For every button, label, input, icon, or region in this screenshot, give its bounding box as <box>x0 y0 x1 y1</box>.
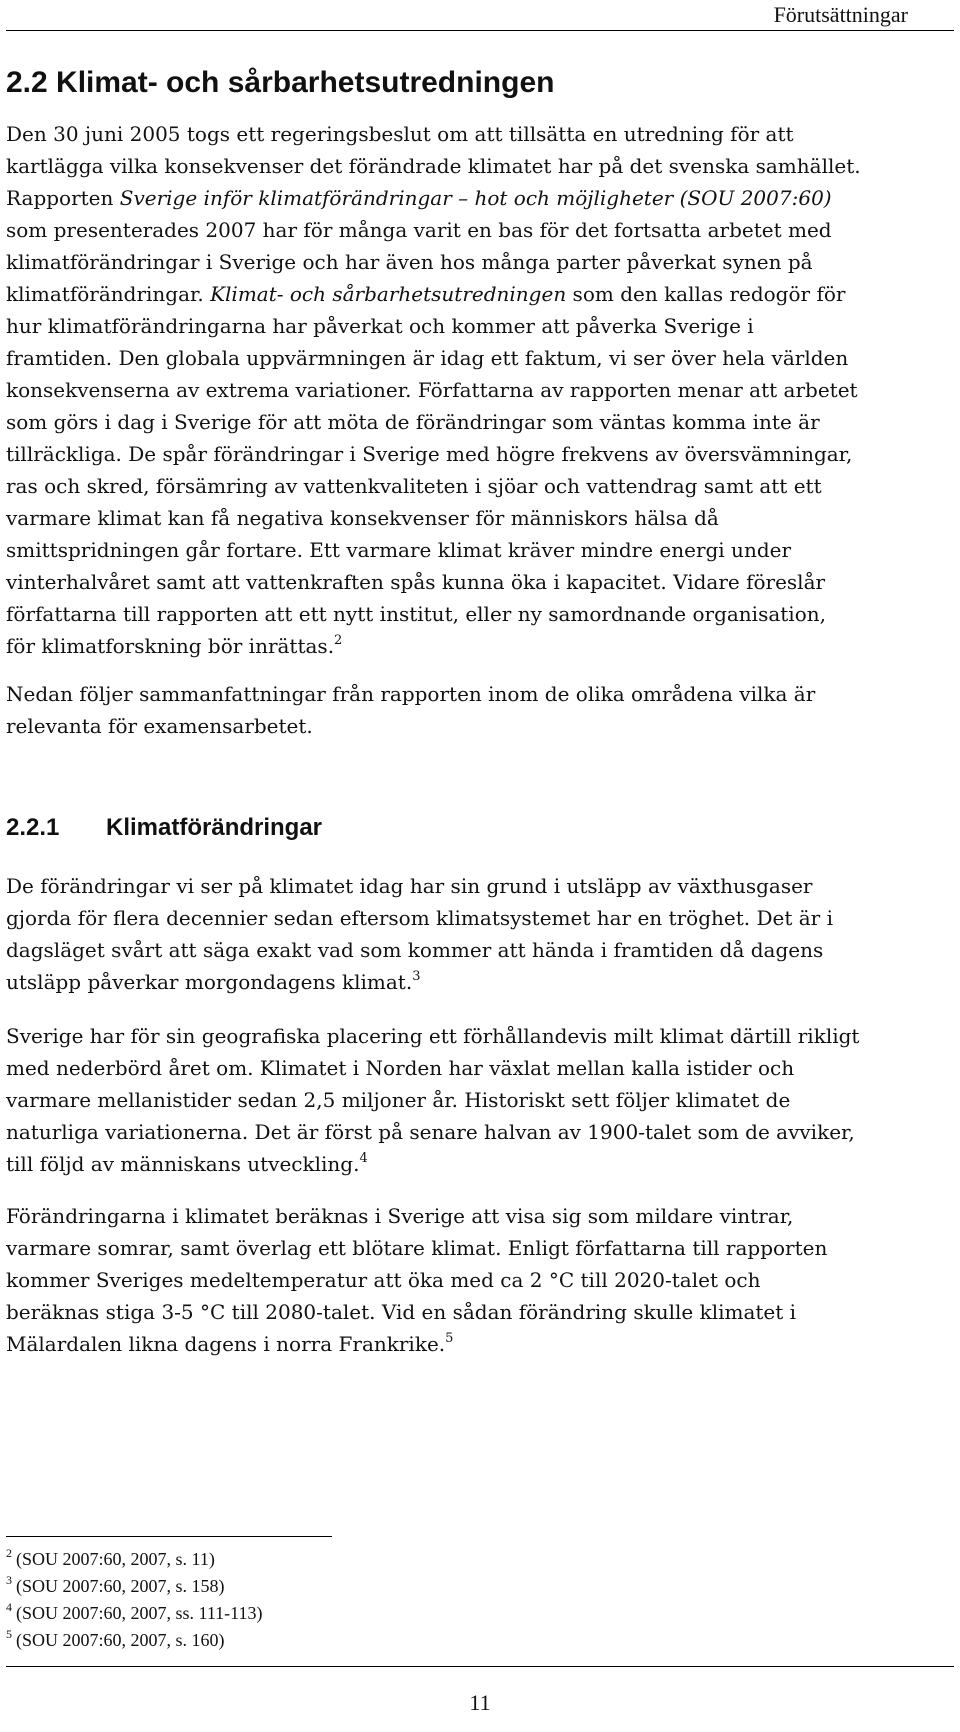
text-line: klimatförändringar i Sverige och har även hos många parter påverkat synen på <box>6 250 813 274</box>
text-line: till följd av människans utveckling.$^4$ <box>6 1151 368 1176</box>
text-line: vinterhalvåret samt att vattenkraften spås kunna öka i kapacitet. Vidare föreslår <box>6 570 826 594</box>
text-line: varmare klimat kan få negativa konsekvenser för människors hälsa då <box>6 506 719 530</box>
footnote-text: (SOU 2007:60, 2007, ss. 111-113) <box>16 1603 263 1623</box>
footnote <box>6 1600 263 1627</box>
text-line: kommer Sveriges medeltemperatur att öka med ca 2 °C till 2020-talet och <box>6 1268 761 1292</box>
text-line: varmare mellanistider sedan 2,5 miljoner år. Historiskt sett följer klimatet de <box>6 1088 791 1112</box>
report-title: Sverige inför klimatförändringar – hot och möjligheter (SOU 2007:60) <box>119 186 832 210</box>
text-line: Nedan följer sammanfattningar från rapporten inom de olika områdena vilka är <box>6 682 816 706</box>
footnote-ref: 2 <box>334 633 343 648</box>
text-line: Förändringarna i klimatet beräknas i Sverige att visa sig som mildare vintrar, <box>6 1204 794 1228</box>
text-line: som presenterades 2007 har för många varit en bas för det fortsatta arbetet med <box>6 218 832 242</box>
text-line: med nederbörd året om. Klimatet i Norden har växlat mellan kalla istider och <box>6 1056 795 1080</box>
footnote-text: (SOU 2007:60, 2007, s. 160) <box>16 1630 225 1650</box>
footnote-ref: 3 <box>412 969 421 984</box>
text-line: framtiden. Den globala uppvärmningen är idag ett faktum, vi ser över hela världen <box>6 346 849 370</box>
summary-paragraph <box>6 678 946 742</box>
text-line: för klimatforskning bör inrättas.$^2$ <box>6 633 343 658</box>
footnote-text: (SOU 2007:60, 2007, s. 158) <box>16 1576 225 1596</box>
text-line: Mälardalen likna dagens i norra Frankrike.$^5$ <box>6 1331 454 1356</box>
footnote <box>6 1573 263 1600</box>
text-line: smittspridningen går fortare. Ett varmare klimat kräver mindre energi under <box>6 538 792 562</box>
page-number: 11 <box>469 1690 491 1715</box>
footnote-mark: 2 <box>6 1546 12 1560</box>
text-line: naturliga variationerna. Det är först på senare halvan av 1900-talet som de avviker, <box>6 1120 855 1144</box>
text-line: gjorda för flera decennier sedan eftersom klimatsystemet har en tröghet. Det är i <box>6 906 833 930</box>
text-line: Den 30 juni 2005 togs ett regeringsbeslut om att tillsätta en utredning för att <box>6 122 794 146</box>
footnote-ref: 5 <box>445 1331 454 1346</box>
footnotes <box>6 1546 263 1654</box>
footer-rule <box>6 1666 954 1667</box>
text-line: tillräckliga. De spår förändringar i Sverige med högre frekvens av översvämningar, <box>6 442 853 466</box>
footnote-mark: 4 <box>6 1600 12 1614</box>
header-rule <box>6 30 954 31</box>
text-line: dagsläget svårt att säga exakt vad som kommer att hända i framtiden då dagens <box>6 938 824 962</box>
subsection-number: 2.2.1 <box>6 814 60 841</box>
paragraph-1 <box>6 870 946 998</box>
footnote <box>6 1627 263 1654</box>
intro-paragraph <box>6 118 946 662</box>
text-line: De förändringar vi ser på klimatet idag har sin grund i utsläpp av växthusgaser <box>6 874 813 898</box>
footnote-mark: 5 <box>6 1627 12 1641</box>
section-heading: 2.2 Klimat- och sårbarhetsutredningen <box>6 66 555 99</box>
footnote <box>6 1546 263 1573</box>
paragraph-2 <box>6 1020 946 1180</box>
text-line: klimatförändringar. Klimat- och sårbarhetsutredningen som den kallas redogör för <box>6 282 846 306</box>
text-line: kartlägga vilka konsekvenser det förändrade klimatet har på det svenska samhället. <box>6 154 861 178</box>
subsection-title: Klimatförändringar <box>106 814 323 841</box>
subsection-heading <box>6 814 322 842</box>
text-line: Sverige har för sin geografiska placering ett förhållandevis milt klimat därtill rikligt <box>6 1024 860 1048</box>
paragraph-3 <box>6 1200 946 1360</box>
footnote-ref: 4 <box>359 1151 368 1166</box>
text-line: konsekvenserna av extrema variationer. Författarna av rapporten menar att arbetet <box>6 378 858 402</box>
text-line: utsläpp påverkar morgondagens klimat.$^3$ <box>6 969 421 994</box>
text-line: Rapporten Sverige inför klimatförändringar – hot och möjligheter (SOU 2007:60) <box>6 186 832 210</box>
text-line: beräknas stiga 3-5 °C till 2080-talet. Vid en sådan förändring skulle klimatet i <box>6 1300 797 1324</box>
text-line: hur klimatförändringarna har påverkat och kommer att påverka Sverige i <box>6 314 754 338</box>
text-line: relevanta för examensarbetet. <box>6 714 313 738</box>
footnote-separator <box>6 1536 332 1537</box>
report-name: Klimat- och sårbarhetsutredningen <box>210 282 567 306</box>
text-line: författarna till rapporten att ett nytt institut, eller ny samordnande organisation, <box>6 602 826 626</box>
text-line: som görs i dag i Sverige för att möta de förändringar som väntas komma inte är <box>6 410 820 434</box>
footnote-text: (SOU 2007:60, 2007, s. 11) <box>16 1549 215 1569</box>
text-line: varmare somrar, samt överlag ett blötare klimat. Enligt författarna till rapporten <box>6 1236 828 1260</box>
text-line: ras och skred, försämring av vattenkvaliteten i sjöar och vattendrag samt att ett <box>6 474 822 498</box>
footnote-mark: 3 <box>6 1573 12 1587</box>
running-header: Förutsättningar <box>773 2 908 27</box>
